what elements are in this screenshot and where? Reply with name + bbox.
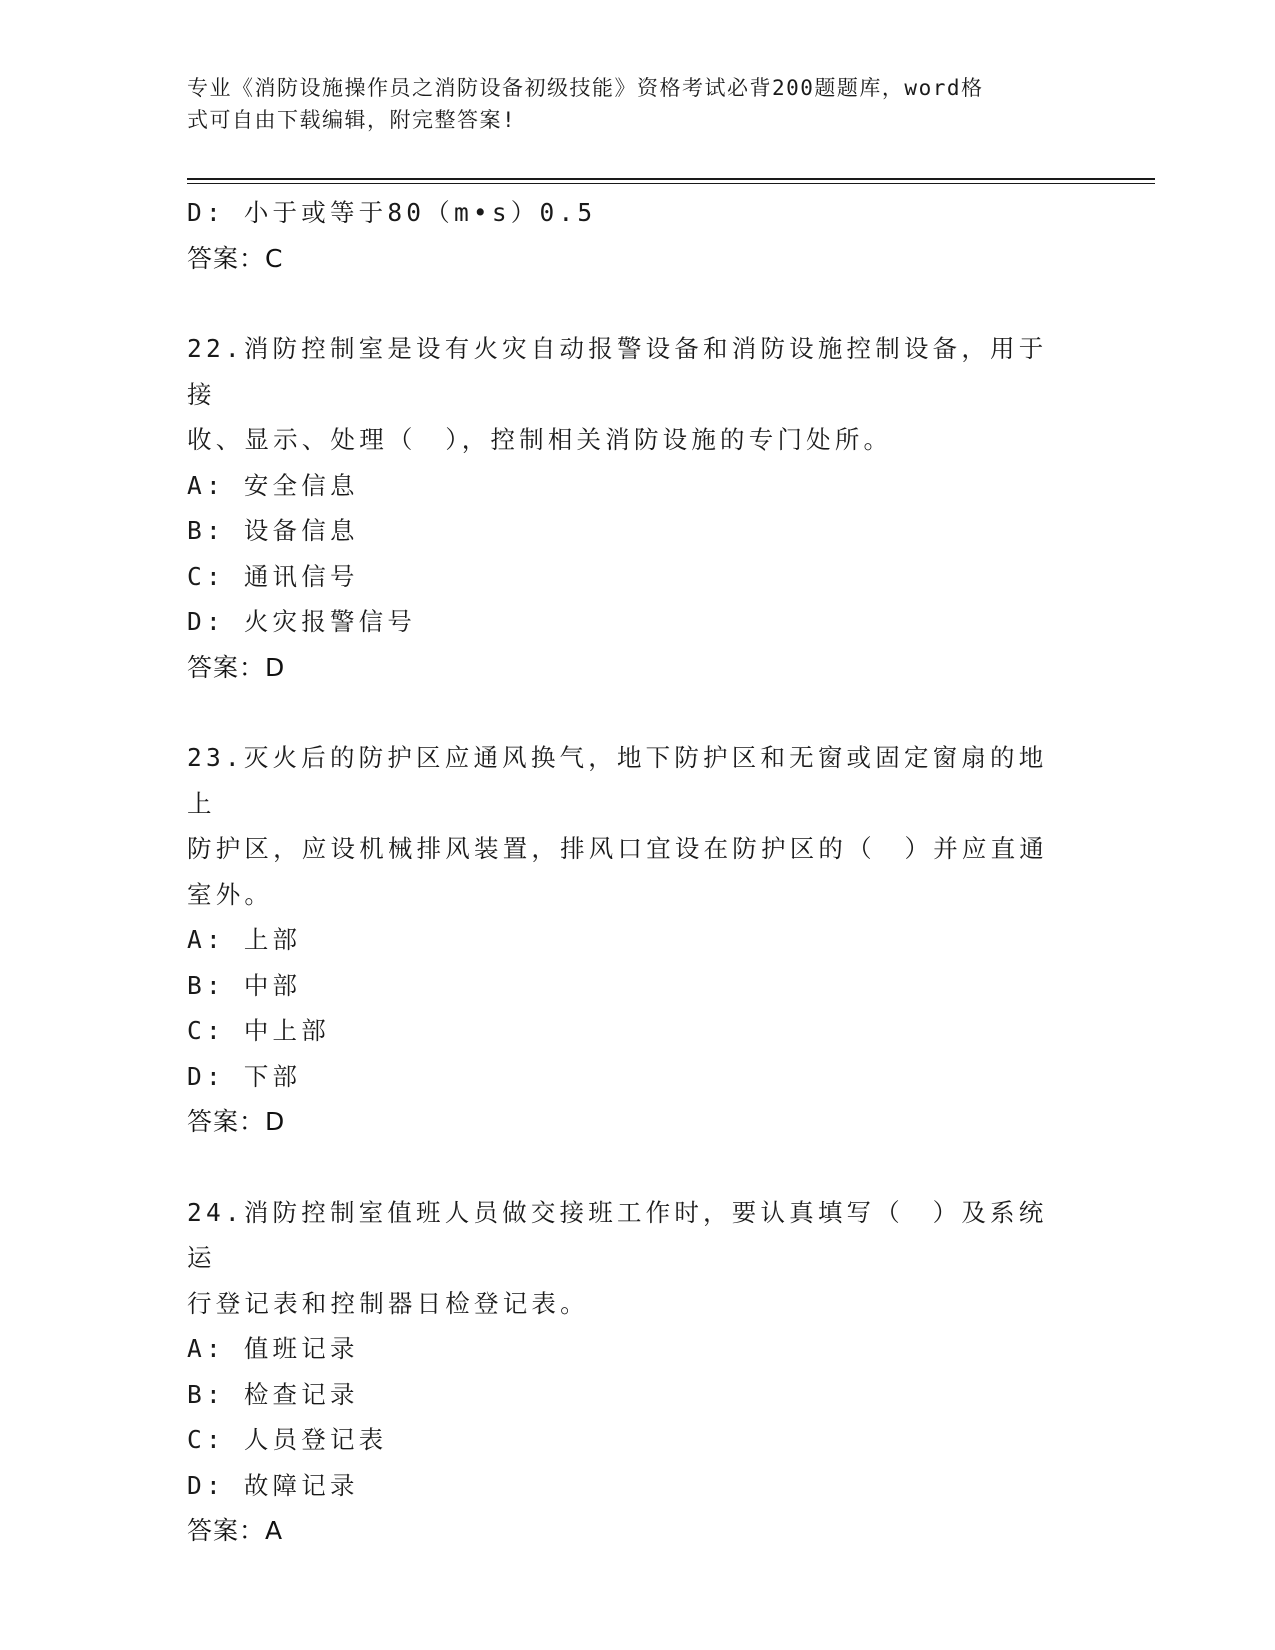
stem-line: 行登记表和控制器日检登记表。 — [187, 1288, 589, 1318]
stem-line: 22.消防控制室是设有火灾自动报警设备和消防设施控制设备，用于接 — [187, 334, 1048, 409]
header-rule-thick — [187, 178, 1155, 180]
answer-line: 答案：C — [187, 243, 284, 273]
question-24 — [187, 1190, 1087, 1554]
option-a: A: 上部 — [187, 925, 302, 954]
option-b: B: 设备信息 — [187, 516, 359, 545]
option-c: C: 通讯信号 — [187, 561, 359, 591]
stem-line: 23.灭火后的防护区应通风换气，地下防护区和无窗或固定窗扇的地上 — [187, 743, 1048, 818]
document-header — [187, 72, 1067, 136]
answer-line: 答案：D — [187, 1107, 286, 1136]
header-line-2: 式可自由下载编辑，附完整答案! — [187, 108, 517, 132]
spacer — [187, 281, 1087, 326]
stem-line: 室外。 — [187, 879, 274, 909]
option-b: B: 中部 — [187, 970, 302, 1000]
question-22 — [187, 326, 1087, 690]
option-b: B: 检查记录 — [187, 1379, 359, 1409]
stem-line: 24.消防控制室值班人员做交接班工作时，要认真填写（ ）及系统运 — [187, 1197, 1048, 1272]
option-d: D: 火灾报警信号 — [187, 607, 417, 636]
answer-line: 答案：A — [187, 1516, 284, 1545]
spacer — [187, 690, 1087, 735]
stem-line: 防护区，应设机械排风装置，排风口宜设在防护区的（ ）并应直通 — [187, 834, 1048, 863]
question-stem — [187, 326, 1067, 463]
question-stem — [187, 1190, 1067, 1327]
option-c: C: 人员登记表 — [187, 1425, 388, 1454]
option-d: D: 下部 — [187, 1061, 302, 1091]
header-rule-thin — [187, 183, 1155, 184]
prev-question — [187, 190, 1087, 281]
stem-line: 收、显示、处理（ ），控制相关消防设施的专门处所。 — [187, 425, 893, 454]
header-line-1: 专业《消防设施操作员之消防设备初级技能》资格考试必背200题题库，word格 — [187, 76, 984, 100]
option-a: A: 安全信息 — [187, 470, 359, 500]
option-d: D: 小于或等于80（m•s）0.5 — [187, 198, 597, 227]
option-d: D: 故障记录 — [187, 1470, 359, 1500]
option-a: A: 值班记录 — [187, 1334, 359, 1363]
question-list — [187, 190, 1087, 1554]
answer-line: 答案：D — [187, 652, 286, 682]
option-c: C: 中上部 — [187, 1016, 330, 1045]
question-stem — [187, 735, 1067, 917]
spacer — [187, 1145, 1087, 1190]
question-23 — [187, 735, 1087, 1145]
